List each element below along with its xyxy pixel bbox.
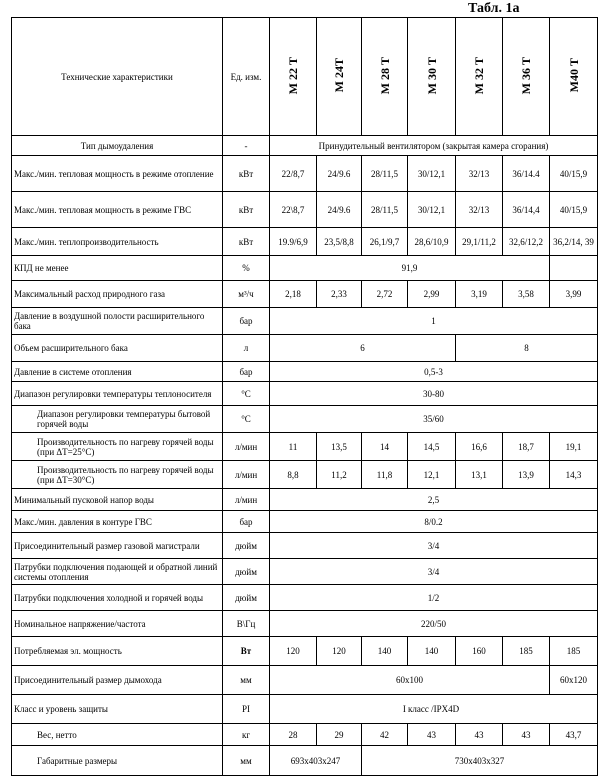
table-row: [12, 228, 598, 256]
header-row: [12, 18, 598, 136]
row-value: 3/4: [270, 533, 598, 559]
row-value: 3/4: [270, 559, 598, 585]
row-param: Вес, нетто: [12, 724, 223, 746]
row-value: 28/11,5: [362, 156, 408, 192]
row-param: Давление в системе отопления: [12, 362, 223, 382]
row-value: 43: [456, 724, 503, 746]
row-unit: л/мин: [223, 489, 270, 511]
row-value: 32,6/12,2: [503, 228, 550, 256]
row-param: Макс./мин. давления в контуре ГВС: [12, 511, 223, 533]
row-unit: кВт: [223, 192, 270, 228]
row-value: 2,33: [317, 281, 362, 308]
row-unit: PI: [223, 695, 270, 724]
row-unit: °С: [223, 382, 270, 406]
row-unit: дюйм: [223, 585, 270, 611]
table-row: [12, 746, 598, 776]
row-value: 30-80: [270, 382, 598, 406]
row-value: 22/8,7: [270, 156, 317, 192]
row-value: 8,8: [270, 461, 317, 489]
row-param: Патрубки подключения холодной и горячей воды: [12, 585, 223, 611]
row-value: 693х403х247: [270, 746, 362, 776]
model-header: М 22 Т: [270, 18, 317, 136]
row-unit: °С: [223, 406, 270, 433]
row-value: 11,2: [317, 461, 362, 489]
row-value: 140: [362, 637, 408, 666]
table-row: [12, 611, 598, 637]
model-header: М 24Т: [317, 18, 362, 136]
row-value: 1: [270, 308, 598, 335]
table-row: [12, 724, 598, 746]
row-param: Габаритные размеры: [12, 746, 223, 776]
row-param: Диапазон регулировки температуры бытовой горячей воды: [12, 406, 223, 433]
row-value: 42: [362, 724, 408, 746]
row-param: Номинальное напряжение/частота: [12, 611, 223, 637]
row-value: 185: [503, 637, 550, 666]
row-value: 60х100: [270, 666, 550, 695]
row-value: 2,99: [408, 281, 456, 308]
model-header: М 30 Т: [408, 18, 456, 136]
row-unit: кг: [223, 724, 270, 746]
row-value: 32/13: [456, 192, 503, 228]
row-value: 22\8,7: [270, 192, 317, 228]
row-value: 220/50: [270, 611, 598, 637]
table-row: [12, 281, 598, 308]
row-param: Макс./мин. теплопроизводительность: [12, 228, 223, 256]
row-value: 0,5-3: [270, 362, 598, 382]
row-value-empty: [550, 256, 598, 281]
row-param: Патрубки подключения подающей и обратной линий системы отопления: [12, 559, 223, 585]
row-unit: кВт: [223, 156, 270, 192]
row-unit: бар: [223, 308, 270, 335]
row-unit: л/мин: [223, 433, 270, 461]
row-value: 28/11,5: [362, 192, 408, 228]
row-value: 40/15,9: [550, 192, 598, 228]
row-value: 19,1: [550, 433, 598, 461]
row-value: 2,72: [362, 281, 408, 308]
row-value: 40/15,9: [550, 156, 598, 192]
row-value: 36/14,4: [503, 192, 550, 228]
row-param: Максимальный расход природного газа: [12, 281, 223, 308]
row-value: 24/9.6: [317, 192, 362, 228]
row-value: 160: [456, 637, 503, 666]
row-param: Макс./мин. тепловая мощность в режиме ГВС: [12, 192, 223, 228]
row-value: 29: [317, 724, 362, 746]
row-value: 28: [270, 724, 317, 746]
row-value: 36/14.4: [503, 156, 550, 192]
table-row: [12, 559, 598, 585]
row-value: 16,6: [456, 433, 503, 461]
row-value: 3,99: [550, 281, 598, 308]
row-value: 14: [362, 433, 408, 461]
row-value: 43: [408, 724, 456, 746]
row-param: Класс и уровень защиты: [12, 695, 223, 724]
row-value: 30/12,1: [408, 192, 456, 228]
row-param: Присоединительный размер газовой магистрали: [12, 533, 223, 559]
table-row: [12, 533, 598, 559]
row-unit: дюйм: [223, 559, 270, 585]
row-param: КПД не менее: [12, 256, 223, 281]
row-value: 91,9: [270, 256, 550, 281]
row-value: I класс /IPX4D: [270, 695, 598, 724]
table-row: [12, 308, 598, 335]
table-row: [12, 362, 598, 382]
row-value: 12,1: [408, 461, 456, 489]
row-value: 8: [456, 335, 598, 362]
model-header: М 36 Т: [503, 18, 550, 136]
row-unit: %: [223, 256, 270, 281]
row-param: Диапазон регулировки температуры теплоносителя: [12, 382, 223, 406]
spec-table: [11, 17, 598, 776]
table-row: [12, 511, 598, 533]
row-value: 13,1: [456, 461, 503, 489]
row-unit: л/мин: [223, 461, 270, 489]
row-unit: бар: [223, 362, 270, 382]
model-header: М 28 Т: [362, 18, 408, 136]
table-row: [12, 382, 598, 406]
row-value: 11,8: [362, 461, 408, 489]
row-unit: л: [223, 335, 270, 362]
row-value: 140: [408, 637, 456, 666]
table-row: [12, 256, 598, 281]
row-param: Присоединительный размер дымохода: [12, 666, 223, 695]
row-unit: кВт: [223, 228, 270, 256]
row-value: 18,7: [503, 433, 550, 461]
row-param: Производительность по нагреву горячей воды (при ΔТ=25°С): [12, 433, 223, 461]
row-param: Минимальный пусковой напор воды: [12, 489, 223, 511]
table-row: [12, 585, 598, 611]
table-row: [12, 433, 598, 461]
row-unit: м³/ч: [223, 281, 270, 308]
row-value: 1/2: [270, 585, 598, 611]
table-row: [12, 637, 598, 666]
row-value: 120: [317, 637, 362, 666]
row-value: 185: [550, 637, 598, 666]
row-value: 3,19: [456, 281, 503, 308]
row-param: Объем расширительного бака: [12, 335, 223, 362]
row-value: 8/0.2: [270, 511, 598, 533]
row-unit: В\Гц: [223, 611, 270, 637]
row-value: 32/13: [456, 156, 503, 192]
row-value: 26,1/9,7: [362, 228, 408, 256]
row-unit: -: [223, 136, 270, 156]
row-value: 23,5/8,8: [317, 228, 362, 256]
row-unit: мм: [223, 666, 270, 695]
row-value: 11: [270, 433, 317, 461]
table-caption: Табл. 1а: [468, 1, 520, 16]
row-value: 14,5: [408, 433, 456, 461]
table-row: [12, 156, 598, 192]
table-row: [12, 666, 598, 695]
row-value: 13,5: [317, 433, 362, 461]
table-row: [12, 192, 598, 228]
model-header: М40 Т: [550, 18, 598, 136]
row-param: Потребляемая эл. мощность: [12, 637, 223, 666]
row-unit: дюйм: [223, 533, 270, 559]
row-value: 14,3: [550, 461, 598, 489]
table-row: [12, 489, 598, 511]
header-unit: Ед. изм.: [223, 18, 270, 136]
model-header: М 32 Т: [456, 18, 503, 136]
row-value: 43,7: [550, 724, 598, 746]
row-value: 28,6/10,9: [408, 228, 456, 256]
row-value: 3,58: [503, 281, 550, 308]
table-row: [12, 335, 598, 362]
row-param: Производительность по нагреву горячей воды (при ΔТ=30°С): [12, 461, 223, 489]
row-param: Давление в воздушной полости расширительного бака: [12, 308, 223, 335]
row-value: 730х403х327: [362, 746, 598, 776]
header-param: Технические характеристики: [12, 18, 223, 136]
row-value: 24/9.6: [317, 156, 362, 192]
table-row: [12, 461, 598, 489]
row-value: 19.9/6,9: [270, 228, 317, 256]
table-row: [12, 695, 598, 724]
row-value: 13,9: [503, 461, 550, 489]
row-value: 35/60: [270, 406, 598, 433]
row-value: 6: [270, 335, 456, 362]
row-value: 36,2/14, 39: [550, 228, 598, 256]
table-row: [12, 136, 598, 156]
row-value: 30/12,1: [408, 156, 456, 192]
row-param: Тип дымоудаления: [12, 136, 223, 156]
row-value: 2,5: [270, 489, 598, 511]
row-unit: Вт: [223, 637, 270, 666]
row-value: 43: [503, 724, 550, 746]
row-unit: бар: [223, 511, 270, 533]
row-value: 60х120: [550, 666, 598, 695]
row-value: 120: [270, 637, 317, 666]
table-row: [12, 406, 598, 433]
row-value: 29,1/11,2: [456, 228, 503, 256]
row-unit: мм: [223, 746, 270, 776]
row-value: 2,18: [270, 281, 317, 308]
row-value: Принудительный вентилятором (закрытая камера сгорания): [270, 136, 598, 156]
row-param: Макс./мин. тепловая мощность в режиме отопление: [12, 156, 223, 192]
